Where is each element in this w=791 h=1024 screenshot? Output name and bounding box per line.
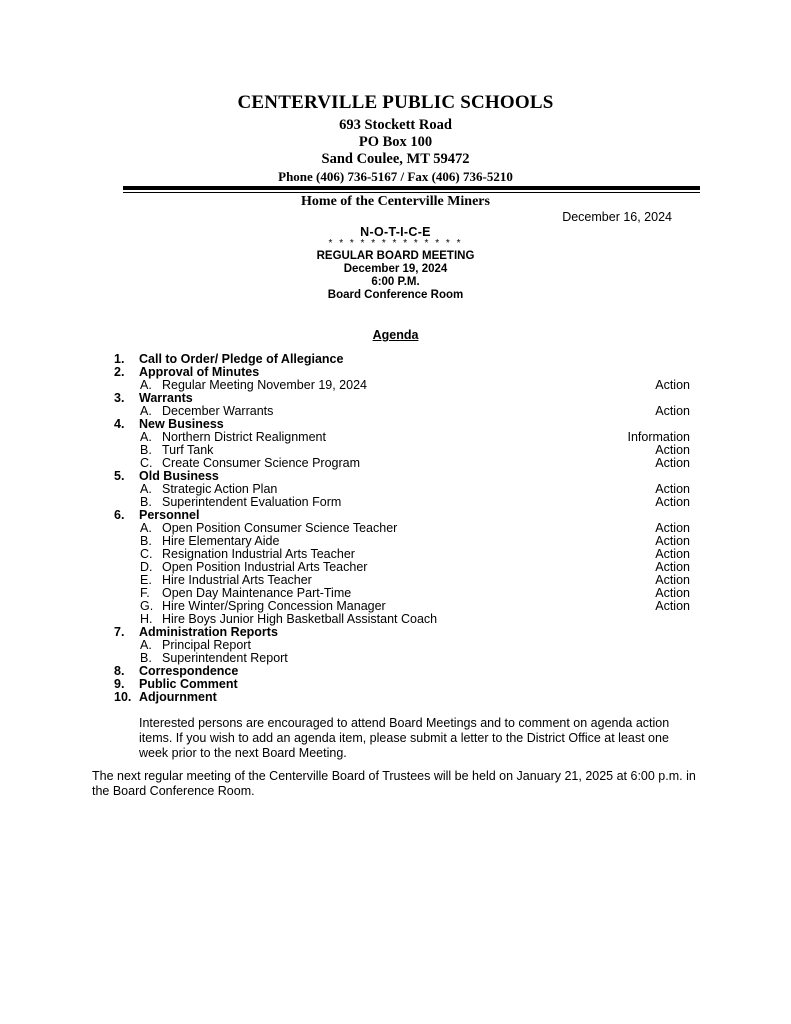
agenda-item-letter: A.	[140, 378, 152, 392]
agenda-item-status: Action	[655, 586, 690, 600]
agenda-item-letter: G.	[140, 599, 154, 613]
agenda-section-title: Personnel	[139, 508, 200, 522]
address-street: 693 Stockett Road	[339, 117, 452, 133]
agenda-section-number: 8.	[114, 664, 125, 678]
agenda-item-letter: C.	[140, 547, 153, 561]
meeting-time: 6:00 P.M.	[371, 276, 420, 288]
school-motto: Home of the Centerville Miners	[301, 194, 490, 209]
agenda-list	[114, 353, 690, 704]
agenda-item-letter: A.	[140, 430, 152, 444]
agenda-section-title: Correspondence	[139, 664, 239, 678]
agenda-item-letter: A.	[140, 638, 152, 652]
agenda-item-status: Action	[655, 547, 690, 561]
agenda-item-label: Hire Boys Junior High Basketball Assistant Coach	[162, 612, 438, 626]
agenda-item-letter: C.	[140, 456, 153, 470]
agenda-item-label: Resignation Industrial Arts Teacher	[162, 547, 355, 561]
next-meeting-notice: The next regular meeting of the Centerville Board of Trustees will be held on January 21, 2025 at 6:00 p.m. in the Board Conference Room.	[92, 769, 696, 798]
agenda-heading: Agenda	[372, 328, 419, 342]
agenda-item-letter: H.	[140, 612, 153, 626]
agenda-item-label: Northern District Realignment	[162, 430, 326, 444]
phone-fax: Phone (406) 736-5167 / Fax (406) 736-5210	[278, 169, 513, 184]
agenda-item-letter: A.	[140, 404, 152, 418]
agenda-item-label: Hire Winter/Spring Concession Manager	[162, 599, 386, 613]
notice-date: December 16, 2024	[562, 210, 672, 224]
agenda-item-status: Action	[655, 495, 690, 509]
agenda-section-title: Approval of Minutes	[139, 365, 260, 379]
agenda-item-status: Action	[655, 443, 690, 457]
agenda-item	[114, 496, 690, 509]
agenda-section-title: Old Business	[139, 469, 219, 483]
agenda-item-label: Regular Meeting November 19, 2024	[162, 378, 367, 392]
header-divider-thin	[123, 192, 700, 193]
school-name: CENTERVILLE PUBLIC SCHOOLS	[237, 92, 554, 113]
agenda-section	[114, 691, 690, 704]
agenda-item-letter: A.	[140, 521, 152, 535]
agenda-item-status: Action	[655, 482, 690, 496]
agenda-section-title: Call to Order/ Pledge of Allegiance	[139, 352, 344, 366]
meeting-type: REGULAR BOARD MEETING	[316, 250, 475, 262]
agenda-item-status: Action	[655, 534, 690, 548]
agenda-item-label: December Warrants	[162, 404, 274, 418]
agenda-section-number: 1.	[114, 352, 125, 366]
agenda-item-label: Open Day Maintenance Part-Time	[162, 586, 352, 600]
agenda-section-number: 4.	[114, 417, 125, 431]
agenda-section-number: 7.	[114, 625, 125, 639]
agenda-item-status: Action	[655, 404, 690, 418]
agenda-item-label: Open Position Consumer Science Teacher	[162, 521, 398, 535]
header-divider-thick	[123, 186, 700, 190]
agenda-item-letter: B.	[140, 534, 152, 548]
agenda-item-label: Superintendent Report	[162, 651, 288, 665]
agenda-item-status: Action	[655, 573, 690, 587]
agenda-section-number: 10.	[114, 690, 132, 704]
meeting-room: Board Conference Room	[327, 289, 464, 301]
agenda-item-label: Principal Report	[162, 638, 251, 652]
agenda-item-letter: E.	[140, 573, 152, 587]
agenda-section-title: Adjournment	[139, 690, 217, 704]
agenda-section-title: Administration Reports	[139, 625, 278, 639]
agenda-item-letter: A.	[140, 482, 152, 496]
agenda-item-status: Action	[655, 378, 690, 392]
agenda-item-letter: B.	[140, 651, 152, 665]
agenda-item-letter: B.	[140, 495, 152, 509]
address-city: Sand Coulee, MT 59472	[321, 151, 470, 167]
agenda-item-letter: F.	[140, 586, 150, 600]
agenda-item-label: Hire Elementary Aide	[162, 534, 280, 548]
agenda-section-number: 5.	[114, 469, 125, 483]
meeting-date: December 19, 2024	[343, 263, 448, 275]
agenda-item-status: Action	[655, 560, 690, 574]
agenda-item-status: Action	[655, 599, 690, 613]
closing-paragraph: Interested persons are encouraged to attend Board Meetings and to comment on agenda action items. If you wish to add an agenda item, please submit a letter to the District Office at least one week prior to the next Board Meeting.	[139, 716, 670, 760]
agenda-item-status: Action	[655, 521, 690, 535]
agenda-section-title: Warrants	[139, 391, 193, 405]
agenda-item-label: Strategic Action Plan	[162, 482, 278, 496]
agenda-section-title: Public Comment	[139, 677, 238, 691]
agenda-item-status: Action	[655, 456, 690, 470]
agenda-section-number: 6.	[114, 508, 125, 522]
agenda-item-letter: B.	[140, 443, 152, 457]
agenda-item-label: Hire Industrial Arts Teacher	[162, 573, 312, 587]
agenda-item	[114, 379, 690, 392]
notice-stars-divider: * * * * * * * * * * * * *	[328, 238, 463, 249]
agenda-item-label: Open Position Industrial Arts Teacher	[162, 560, 368, 574]
agenda-section-number: 3.	[114, 391, 125, 405]
agenda-item-letter: D.	[140, 560, 153, 574]
agenda-section-title: New Business	[139, 417, 224, 431]
agenda-item-status: Information	[627, 430, 690, 444]
agenda-section-number: 2.	[114, 365, 125, 379]
agenda-item-label: Superintendent Evaluation Form	[162, 495, 342, 509]
notice-title: N-O-T-I-C-E	[360, 225, 431, 239]
agenda-section-number: 9.	[114, 677, 125, 691]
agenda-item-label: Create Consumer Science Program	[162, 456, 360, 470]
address-po-box: PO Box 100	[358, 134, 433, 150]
agenda-item-label: Turf Tank	[162, 443, 214, 457]
